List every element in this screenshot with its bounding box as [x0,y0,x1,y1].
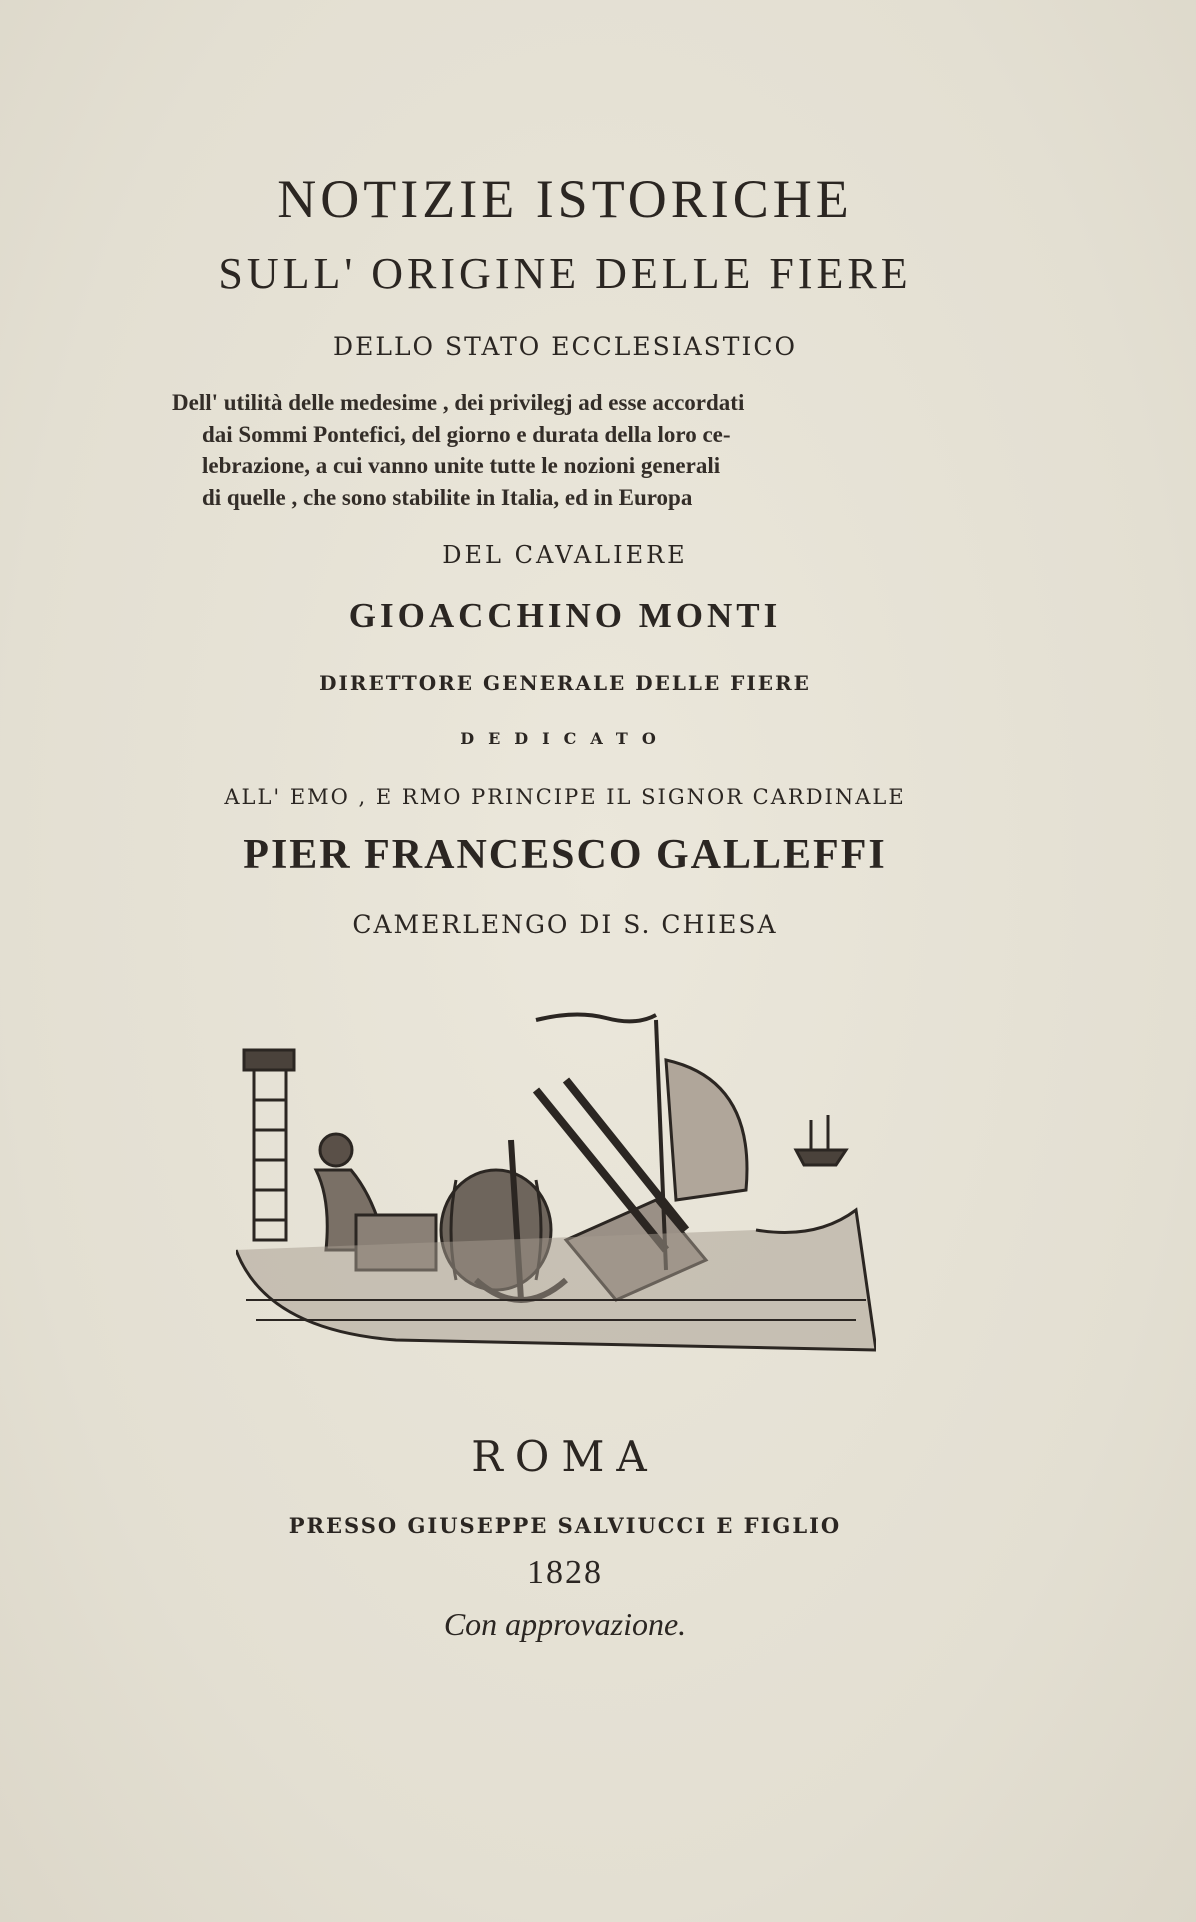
commerce-vignette-illustration [236,1000,876,1365]
title-line-3: DELLO STATO ECCLESIASTICO [333,332,797,361]
place: ROMA [471,1432,659,1481]
description [172,387,952,513]
author-intro: DEL CAVALIERE [442,541,688,569]
author-title: DIRETTORE GENERALE DELLE FIERE [319,671,811,695]
year: 1828 [527,1554,603,1591]
title-line-2: SULL' ORIGINE DELLE FIERE [218,249,912,298]
author-name: GIOACCHINO MONTI [348,596,782,635]
description-line: lebrazione, a cui vanno unite tutte le nozioni generali [202,453,721,478]
description-line: dai Sommi Pontefici, del giorno e durata della loro ce- [202,421,731,447]
description-line: di quelle , che sono stabilite in Italia, ed in Europa [202,484,693,510]
dedicatee-name: PIER FRANCESCO GALLEFFI [243,832,887,878]
publisher: PRESSO GIUSEPPE SALVIUCCI E FIGLIO [288,1513,842,1538]
dedication-label: DEDICATO [460,729,670,748]
description-line: Dell' utilità delle medesime , dei privilegj ad esse accordati [172,390,745,415]
dedicatee-title: CAMERLENGO DI S. CHIESA [352,910,778,939]
approval: Con approvazione. [443,1606,687,1642]
title-line-1: NOTIZIE ISTORICHE [277,169,853,229]
dedication-line: ALL' EMO , E RMO PRINCIPE IL SIGNOR CARDINALE [224,785,906,809]
